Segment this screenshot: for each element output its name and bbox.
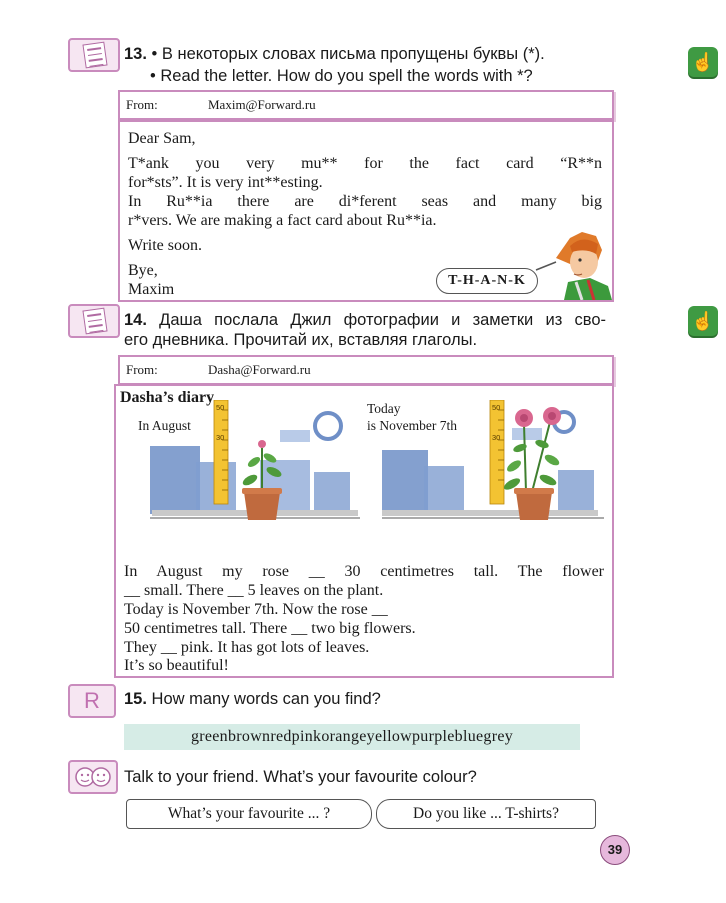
speech-bubble-left: What’s your favourite ... ?	[126, 799, 372, 829]
ex13-instruction-en: • Read the letter. How do you spell the words with *?	[150, 67, 533, 85]
diary-text-line: In August my rose __ 30 centimetres tall. The flower	[124, 563, 604, 580]
ex13-from-bar: From: Maxim@Forward.ru	[118, 90, 614, 120]
tap-hand-icon[interactable]: ☝	[688, 306, 718, 336]
ex14-instruction-line1: 14. Даша послала Джил фотографии и заметки из сво-	[124, 311, 606, 329]
letter-line: In Ru**ia there are di*ferent seas and many big	[128, 193, 602, 210]
notebook-icon	[68, 38, 120, 72]
ex14-diary	[114, 384, 614, 678]
r-reading-icon: R	[68, 684, 116, 718]
rose-august-picture	[150, 400, 360, 534]
diary-text-line: 50 centimetres tall. There __ two big flowers.	[124, 620, 416, 637]
talk-faces-icon	[68, 760, 118, 794]
thank-speech-bubble: T-H-A-N-K	[436, 268, 538, 294]
tap-hand-icon[interactable]: ☝	[688, 47, 718, 77]
letter-line: Write soon.	[128, 237, 203, 254]
ex15-instruction: 15. How many words can you find?	[124, 690, 381, 708]
letter-line: Bye,	[128, 262, 158, 279]
letter-line: Dear Sam,	[128, 130, 196, 147]
ruler-label: 50	[492, 403, 501, 412]
notebook-icon	[68, 304, 120, 338]
word-search-strip: greenbrownredpinkorangeyellowpurplebluegrey	[124, 724, 580, 750]
letter-line: Maxim	[128, 281, 175, 298]
ex13-letter	[118, 120, 614, 302]
diary-left-caption: In August	[138, 418, 191, 433]
speech-bubble-right: Do you like ... T-shirts?	[376, 799, 596, 829]
diary-right-caption: Today	[367, 401, 401, 416]
diary-right-caption: is November 7th	[367, 418, 457, 433]
talk-prompt: Talk to your friend. What’s your favourite colour?	[124, 768, 477, 786]
ex14-from-bar: From: Dasha@Forward.ru	[118, 355, 614, 385]
ruler-label: 30	[216, 433, 225, 442]
diary-text-line: Today is November 7th. Now the rose __	[124, 601, 388, 618]
rose-november-picture	[382, 400, 604, 534]
boy-illustration	[530, 226, 612, 300]
ruler-label: 30	[492, 433, 501, 442]
ruler-label: 50	[216, 403, 225, 412]
diary-text-line: It’s so beautiful!	[124, 657, 229, 674]
page-number: 39	[600, 835, 630, 865]
letter-line: for*sts”. It is very int**esting.	[128, 174, 323, 191]
ex14-instruction-line2: его дневника. Прочитай их, вставляя глаголы.	[124, 331, 478, 349]
letter-line: r*vers. We are making a fact card about Ru**ia.	[128, 212, 437, 229]
letter-line: T*ank you very mu** for the fact card “R**n	[128, 155, 602, 172]
diary-text-line: __ small. There __ 5 leaves on the plant.	[124, 582, 384, 599]
ex13-instruction-ru: 13. • В некоторых словах письма пропущены буквы (*).	[124, 45, 545, 63]
diary-title: Dasha’s diary	[120, 389, 215, 406]
diary-text-line: They __ pink. It has got lots of leaves.	[124, 639, 370, 656]
